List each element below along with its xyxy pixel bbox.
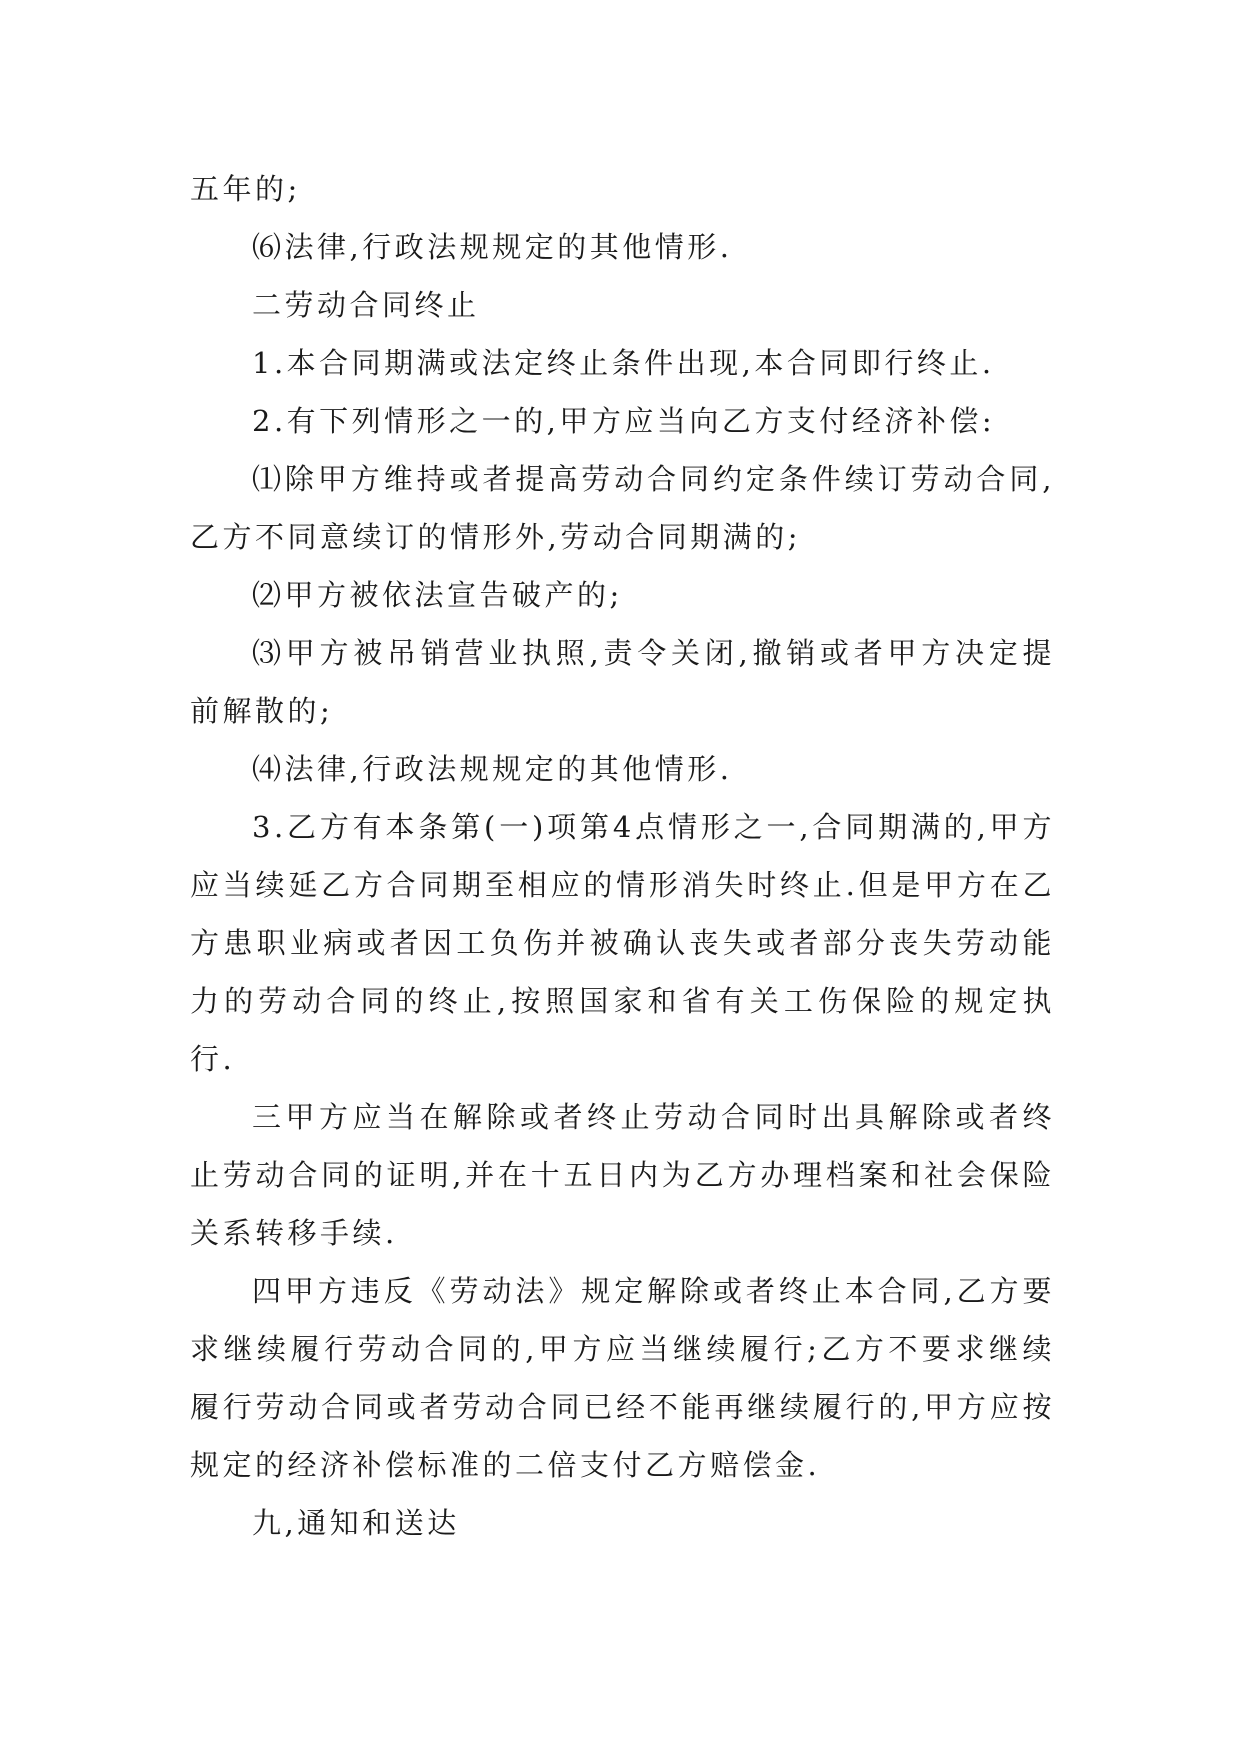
paragraph: 三甲方应当在解除或者终止劳动合同时出具解除或者终止劳动合同的证明,并在十五日内为乙方办理档案和社会保险关系转移手续. — [190, 1100, 1055, 1250]
paragraph: ⑶甲方被吊销营业执照,责令关闭,撤销或者甲方决定提前解散的; — [190, 636, 1055, 728]
paragraph: 五年的; — [190, 172, 301, 206]
section-heading: 九,通知和送达 — [252, 1506, 460, 1540]
paragraph: 3.乙方有本条第(一)项第4点情形之一,合同期满的,甲方应当续延乙方合同期至相应的情形消失时终止.但是甲方在乙方患职业病或者因工负伤并被确认丧失或者部分丧失劳动能力的劳动合同的终止,按照国家和省有关工伤保险的规定执行. — [190, 810, 1055, 1076]
paragraph: 2.有下列情形之一的,甲方应当向乙方支付经济补偿: — [252, 404, 996, 438]
paragraph: 1.本合同期满或法定终止条件出现,本合同即行终止. — [252, 346, 995, 380]
paragraph: ⑹法律,行政法规规定的其他情形. — [252, 230, 733, 264]
paragraph: 四甲方违反《劳动法》规定解除或者终止本合同,乙方要求继续履行劳动合同的,甲方应当继续履行;乙方不要求继续履行劳动合同或者劳动合同已经不能再继续履行的,甲方应按规定的经济补偿标准的二倍支付乙方赔偿金. — [190, 1274, 1055, 1482]
paragraph: ⑵甲方被依法宣告破产的; — [252, 578, 623, 612]
paragraph: ⑷法律,行政法规规定的其他情形. — [252, 752, 733, 786]
section-heading: 二劳动合同终止 — [252, 288, 480, 322]
paragraph: ⑴除甲方维持或者提高劳动合同约定条件续订劳动合同,乙方不同意续订的情形外,劳动合同期满的; — [190, 462, 1055, 554]
document-body — [190, 160, 1055, 1552]
